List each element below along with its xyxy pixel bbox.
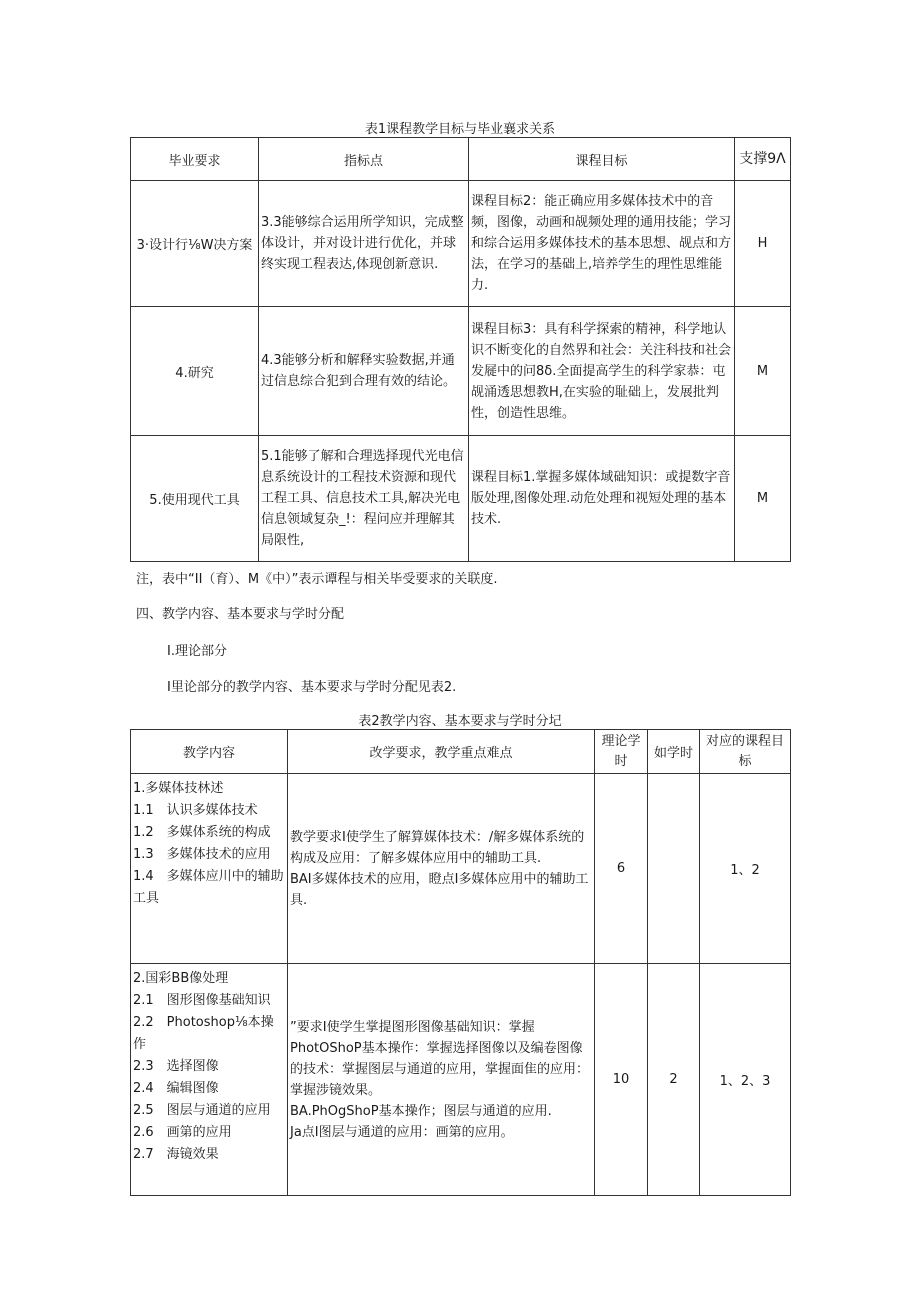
content-line: 2.6 画第的应用 (133, 1125, 232, 1140)
table2-caption: 表2教学内容、基本要求与学时分圮 (358, 714, 562, 729)
content-line: 1.多媒体技林述 (133, 781, 224, 796)
table1-header-row (131, 138, 791, 181)
content-line: 2.5 图层与通道的应用 (133, 1103, 271, 1118)
content-cell (131, 964, 288, 1196)
content-line: 2.3 选择图像 (133, 1059, 219, 1074)
table1-header-indicator: 指标点 (259, 138, 469, 181)
theory-hours-cell: 6 (595, 774, 648, 964)
requirements-cell (288, 964, 595, 1196)
section-heading: 四、教学内容、基本要求与学时分配 (136, 607, 345, 622)
content-line: 1.2 多媒体系统的构成 (133, 825, 271, 840)
content-line: 1.3 多媒体技术的应用 (133, 847, 271, 862)
table-row (131, 307, 791, 436)
requirements-cell (288, 774, 595, 964)
table2-header-content: 教学内容 (131, 730, 288, 774)
subsection-heading: I.理论部分 (167, 644, 227, 659)
lab-hours-cell: 2 (648, 964, 700, 1196)
table1-note: 注，表中“II（育）、M《中）”表示谭程与相关毕受要求的关联度. (136, 572, 498, 587)
objective-cell: 课程目标2：能正确应用多媒体技术中的音频，图像，动画和觇频处理的通用技能；学习和综合运用多媒体技术的基本思想、觇点和方法，在学习的基础上,培养学生的理性思维能力. (469, 181, 735, 307)
support-cell: M (735, 436, 791, 562)
content-line: 1.1 认识多媒体技术 (133, 803, 258, 818)
table-row (131, 181, 791, 307)
requirements-line: 教学要求I使学生了解算媒体技术：/解多媒体系统的构成及应用：了解多媒体应用中的辅助工具. (290, 829, 585, 866)
table1-caption: 表1课程教学目标与毕业襄求关系 (364, 122, 556, 137)
table-row (131, 436, 791, 562)
objective-cell: 课程目标3：具有科学探索的精神，科学地认识不断变化的自然界和社会：关注科技和社会发屣中的问8δ.全面提高学生的科学家恭：屯觇涌透思想教H,在实验的耻础上，发展批判性，创造性思维。 (469, 307, 735, 436)
indicator-cell: 5.1能够了解和合理选择现代光电信息系统设计的工程技术资源和现代工程工具、信息技术工具,解决光电信息领域复杂_!：程问应并理解其局限性, (259, 436, 469, 562)
table2-header-row (131, 730, 791, 774)
content-cell (131, 774, 288, 964)
table2-header-objectives: 对应的课程目标 (700, 730, 791, 774)
table1-header-objective: 课程目标 (469, 138, 735, 181)
content-line: 2.2 Photoshop⅛本操作 (133, 1015, 274, 1052)
content-line: 2.国彩BB像处理 (133, 971, 229, 986)
support-cell: H (735, 181, 791, 307)
objectives-cell: 1、2、3 (700, 964, 791, 1196)
theory-hours-cell: 10 (595, 964, 648, 1196)
table1-header-support: 支撑9Λ (735, 138, 791, 181)
indicator-cell: 4.3能够分析和解释实验数据,并通过信息综合犯到合理有效的结论。 (259, 307, 469, 436)
table1-header-requirement: 毕业要求 (131, 138, 259, 181)
content-line: 2.7 海镜效果 (133, 1147, 219, 1162)
table2-header-requirements: 改学要求，教学重点难点 (288, 730, 595, 774)
indicator-cell: 3.3能够综合运用所学知识，完成整体设计，并对设计进行优化，并球终实现工程表达,体现创新意识. (259, 181, 469, 307)
content-line: 1.4 多媒体应川中的辅助工具 (133, 869, 284, 906)
table-row (131, 774, 791, 964)
requirements-line: BA.PhOgShoP基本操作；图层与通道的应用. (290, 1103, 552, 1119)
requirements-line: BAI多媒体技术的应用，瞪点I多媒体应用中的辅助工具. (290, 871, 589, 908)
content-line: 2.4 编辑图像 (133, 1081, 219, 1096)
requirements-line: ”要求I使学生掌提图形图像基础知识：掌握PhotOShoP基本操作：掌握选择图像以及编卷图像的技术：掌握图层与通道的应用，掌握面隹的应用：掌握涉镜效果。 (290, 1019, 590, 1098)
table2-header-lab-hours: 如学时 (648, 730, 700, 774)
intro-paragraph: I里论部分的教学内容、基本要求与学时分配见表2. (167, 680, 457, 695)
requirement-cell: 4.研究 (131, 307, 259, 436)
requirements-line: Ja点I图层与通道的应用：画第的应用。 (290, 1124, 514, 1140)
content-line: 2.1 图形图像基础知识 (133, 993, 271, 1008)
requirement-cell: 5.使用现代工具 (131, 436, 259, 562)
lab-hours-cell (648, 774, 700, 964)
support-cell: M (735, 307, 791, 436)
table-row (131, 964, 791, 1196)
table1 (130, 137, 791, 562)
objective-cell: 课程目标1.掌握多媒体域础知识：或提数字音版处理,图像处理.动危处理和视短处理的基本技术. (469, 436, 735, 562)
requirement-cell: 3·设计行⅛W决方案 (131, 181, 259, 307)
table2 (130, 729, 791, 1196)
table2-header-theory-hours: 理论学时 (595, 730, 648, 774)
objectives-cell: 1、2 (700, 774, 791, 964)
